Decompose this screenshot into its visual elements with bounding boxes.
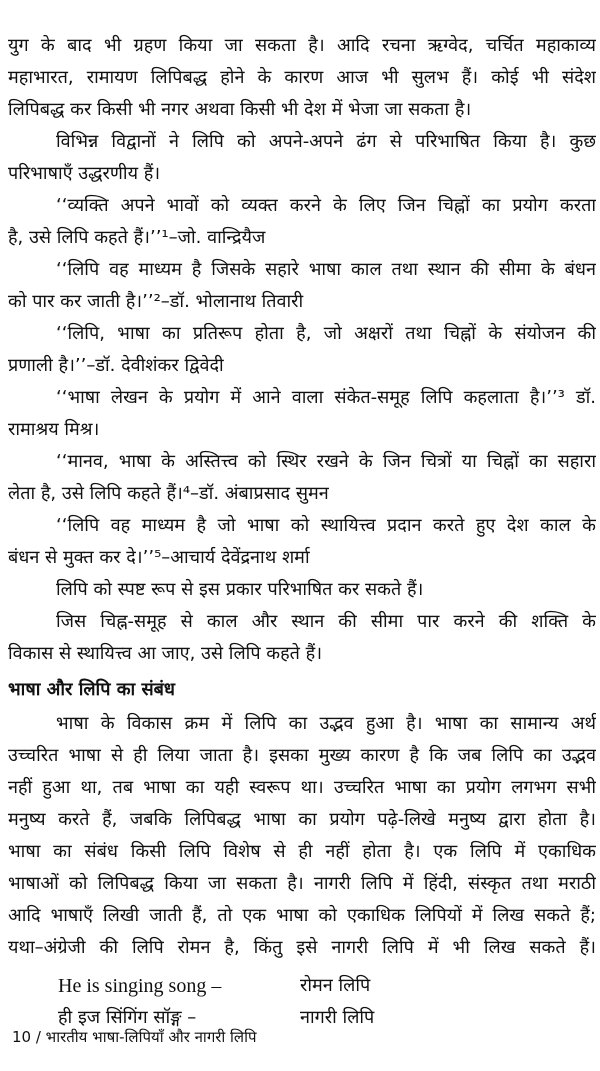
section-heading: भाषा और लिपि का संबंध bbox=[8, 679, 175, 700]
quote-line: ‘‘लिपि, भाषा का प्रतिरूप होता है, जो अक्षरों तथा चिह्नों के संयोजन की bbox=[56, 323, 596, 344]
quote-line: ‘‘लिपि वह माध्यम है जिसके सहारे भाषा काल तथा स्थान की सीमा के बंधन bbox=[56, 259, 596, 280]
text-line: भाषा के विकास क्रम में लिपि का उद्भव हुआ है। भाषा का सामान्य अर्थ bbox=[56, 713, 596, 734]
example-roman-script: रोमन लिपि bbox=[300, 975, 371, 996]
quote-line: प्रणाली है।’’–डॉ. देवीशंकर द्विवेदी bbox=[8, 355, 224, 376]
text-line: उच्चरित भाषा से ही लिया जाता है। इसका मुख्य कारण है कि जब लिपि का उद्भव bbox=[8, 745, 596, 766]
example-nagari-script: नागरी लिपि bbox=[300, 1007, 375, 1028]
quote-line: बंधन से मुक्त कर दे।’’⁵–आचार्य देवेंद्रनाथ शर्मा bbox=[8, 547, 310, 568]
text-line: महाभारत, रामायण लिपिबद्ध होने के कारण आज भी सुलभ हैं। कोई भी संदेश bbox=[8, 67, 596, 88]
text-line: लिपिबद्ध कर किसी भी नगर अथवा किसी भी देश में भेजा जा सकता है। bbox=[8, 99, 472, 120]
quote-line: ‘‘भाषा लेखन के प्रयोग में आने वाला संकेत-समूह लिपि कहलाता है।’’³ डॉ. bbox=[56, 387, 596, 408]
quote-line: को पार कर जाती है।’’²–डॉ. भोलानाथ तिवारी bbox=[8, 291, 304, 312]
text-line: लिपि को स्पष्ट रूप से इस प्रकार परिभाषित कर सकते हैं। bbox=[56, 579, 424, 600]
example-roman-text: He is singing song – bbox=[58, 975, 222, 997]
text-line: यथा–अंग्रेजी की लिपि रोमन है, किंतु इसे नागरी लिपि में भी लिख सकते हैं। bbox=[8, 937, 596, 958]
quote-line: रामाश्रय मिश्र। bbox=[8, 419, 100, 440]
text-line: मनुष्य करते हैं, जबकि लिपिबद्ध भाषा का प्रयोग पढ़े-लिखे मनुष्य द्वारा होता है। bbox=[8, 809, 596, 830]
text-line: नहीं हुआ था, तब भाषा का यही स्वरूप था। उच्चरित भाषा का प्रयोग लगभग सभी bbox=[8, 777, 596, 798]
text-line: विभिन्न विद्वानों ने लिपि को अपने-अपने ढंग से परिभाषित किया है। कुछ bbox=[56, 131, 596, 152]
quote-line: ‘‘लिपि वह माध्यम है जो भाषा को स्थायित्त्व प्रदान करते हुए देश काल के bbox=[56, 515, 596, 536]
definition-line: जिस चिह्न-समूह से काल और स्थान की सीमा पार करने की शक्ति के bbox=[56, 611, 596, 632]
quote-line: लेता है, उसे लिपि कहते हैं।⁴–डॉ. अंबाप्रसाद सुमन bbox=[8, 483, 329, 504]
text-line: परिभाषाएँ उद्धरणीय हैं। bbox=[8, 163, 161, 184]
page-footer: 10 / भारतीय भाषा-लिपियाँ और नागरी लिपि bbox=[12, 1028, 257, 1046]
text-line: आदि भाषाएँ लिखी जाती हैं, तो एक भाषा को एकाधिक लिपियों में लिख सकते हैं; bbox=[8, 905, 596, 926]
text-line: भाषाओं को लिपिबद्ध किया जा सकता है। नागरी लिपि में हिंदी, संस्कृत तथा मराठी bbox=[8, 873, 596, 894]
text-line: युग के बाद भी ग्रहण किया जा सकता है। आदि रचना ऋग्वेद, चर्चित महाकाव्य bbox=[8, 35, 596, 56]
definition-line: विकास से स्थायित्त्व आ जाए, उसे लिपि कहते हैं। bbox=[8, 643, 323, 664]
quote-line: ‘‘मानव, भाषा के अस्तित्त्व को स्थिर रखने के जिन चित्रों या चिह्नों का सहारा bbox=[56, 451, 596, 472]
quote-line: ‘‘व्यक्ति अपने भावों को व्यक्त करने के लिए जिन चिह्नों का प्रयोग करता bbox=[56, 195, 596, 216]
text-line: भाषा का संबंध किसी लिपि विशेष से ही नहीं होता है। एक लिपि में एकाधिक bbox=[8, 841, 596, 862]
example-nagari-text: ही इज सिंगिंग सॉङ्ग – bbox=[58, 1007, 197, 1028]
quote-line: है, उसे लिपि कहते हैं।’’¹–जो. वान्द्रियैज bbox=[8, 227, 266, 248]
